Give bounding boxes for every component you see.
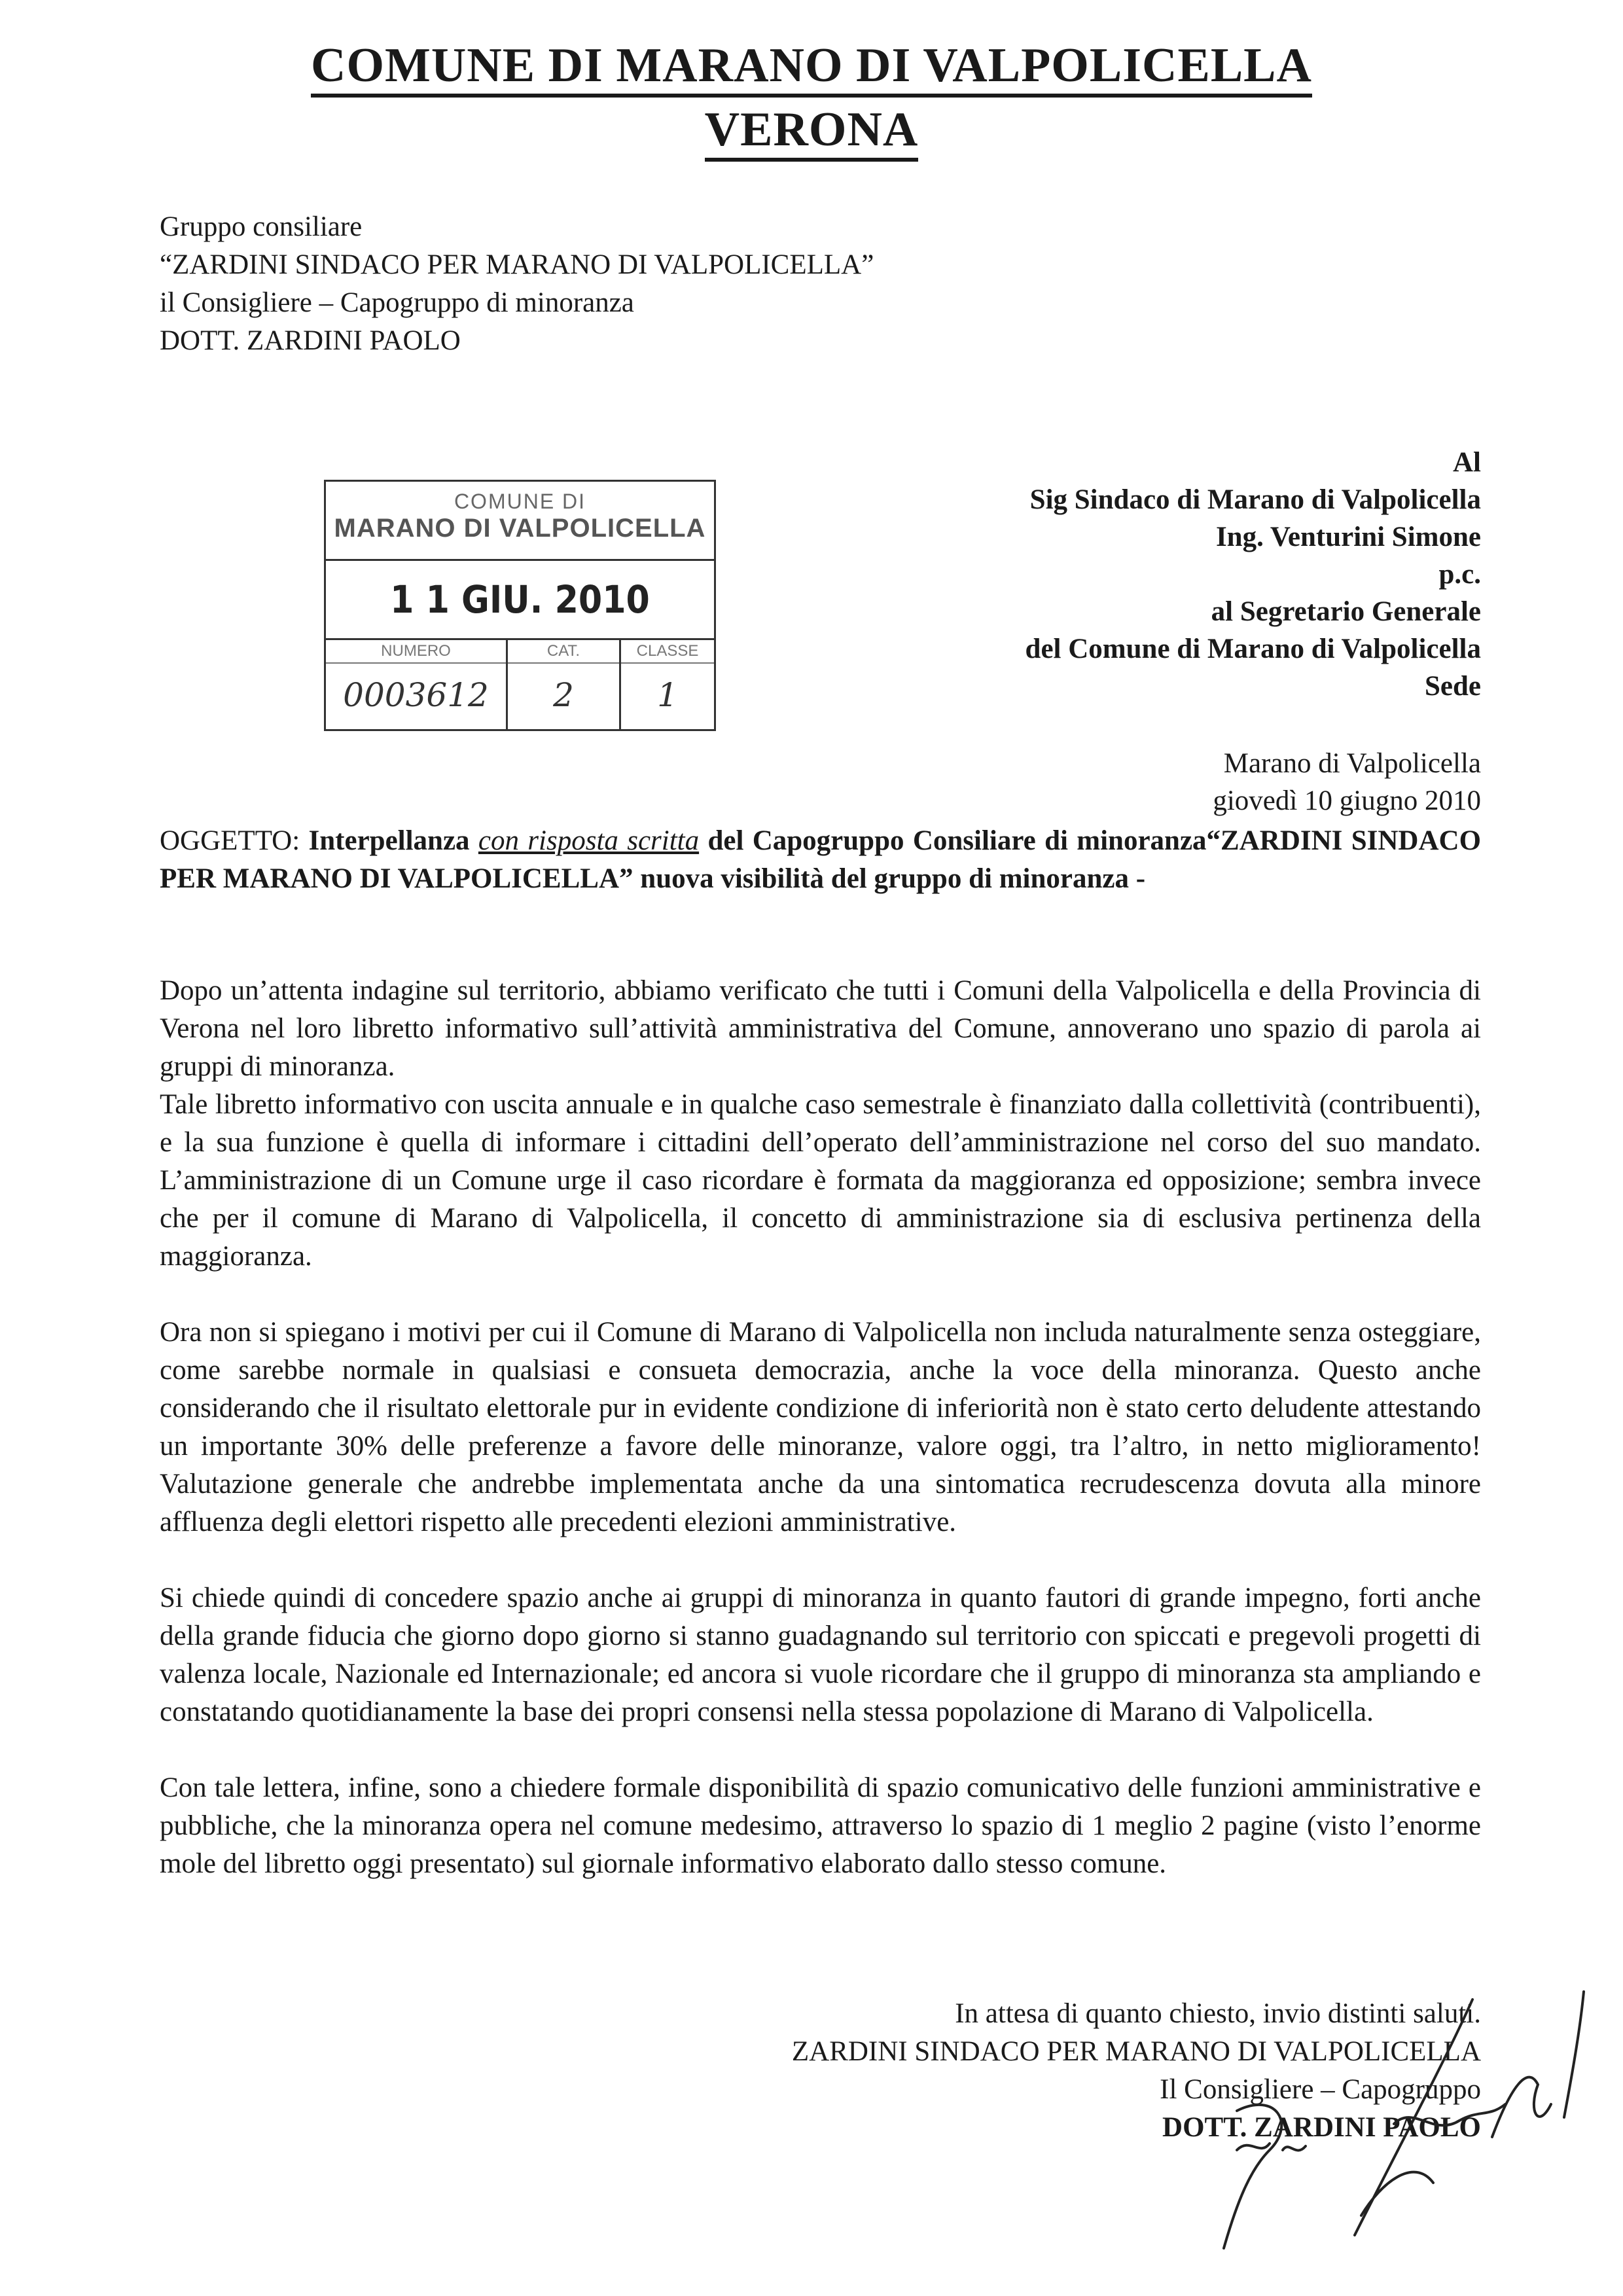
- stamp-value-cat: 2: [553, 676, 574, 714]
- letter-date: giovedì 10 giugno 2010: [1213, 785, 1481, 816]
- handwritten-signature: [1198, 1986, 1603, 2261]
- closing-role: Il Consigliere – Capogruppo: [1160, 2074, 1481, 2105]
- stamp-col-classe: [621, 640, 714, 730]
- body-paragraph: Si chiede quindi di concedere spazio anche ai gruppi di minoranza in quanto fautori di grande impegno, forti anche della grande fiducia che giorno dopo giorno si stanno guadagnando sul territorio con spiccati e pregevoli progetti di valenza locale, Nazionale ed Internazionale; ed ancora si vuole ricordare che il gruppo di minoranza sta ampliando e constatando quotidianamente la base dei propri consensi nella stessa popolazione di Marano di Valpolicella.: [160, 1583, 1481, 1727]
- stamp-line-1: COMUNE DI: [454, 490, 586, 513]
- subject-block: [160, 822, 1481, 898]
- stamp-label-cat: CAT.: [508, 640, 619, 664]
- stamp-col-cat: [508, 640, 621, 730]
- subject-underlined: con risposta scritta: [478, 825, 700, 856]
- subject-part-2: del Capogruppo Consiliare di minoranza“ZARDINI SINDACO PER MARANO DI VALPOLICELLA” nuova visibilità del gruppo di minoranza -: [160, 825, 1482, 894]
- stamp-date: 1 1 GIU. 2010: [326, 561, 714, 640]
- body-paragraph: Con tale lettera, infine, sono a chiedere formale disponibilità di spazio comunicativo delle funzioni amministrative e pubbliche, che la minoranza opera nel comune medesimo, attraverso lo spazio di 1 meglio 2 pagine (visto l’enorme mole del libretto oggi presentato) sul giornale informativo elaborato dallo stesso comune.: [160, 1772, 1481, 1879]
- sender-name: DOTT. ZARDINI PAOLO: [160, 325, 461, 356]
- recipient-line: al Segretario Generale: [1211, 596, 1481, 627]
- closing-greeting: In attesa di quanto chiesto, invio distinti saluti.: [955, 1998, 1481, 2029]
- header-subtitle: [0, 103, 1623, 156]
- place-date: [1213, 745, 1481, 819]
- sender-group-name: “ZARDINI SINDACO PER MARANO DI VALPOLICELLA”: [160, 249, 874, 280]
- stamp-col-numero: [326, 640, 508, 730]
- stamp-line-2: MARANO DI VALPOLICELLA: [334, 514, 706, 543]
- recipient-line: Ing. Venturini Simone: [1215, 522, 1481, 552]
- recipient-block: [1026, 444, 1481, 705]
- letter-body: [160, 972, 1481, 1921]
- subject-label: OGGETTO:: [160, 825, 300, 856]
- sender-block: [160, 208, 874, 360]
- stamp-header: [326, 482, 714, 561]
- subject-part-1: Interpellanza: [308, 825, 470, 856]
- recipient-line: del Comune di Marano di Valpolicella: [1025, 634, 1481, 664]
- stamp-label-numero: NUMERO: [326, 640, 506, 664]
- body-paragraph: Ora non si spiegano i motivi per cui il Comune di Marano di Valpolicella non includa naturalmente senza osteggiare, come sarebbe normale in qualsiasi e consueta democrazia, anche la voce della minoranza. Questo anche considerando che il risultato elettorale pur in evidente condizione di inferiorità non è stato certo deludente attestando un importante 30% delle preferenze a favore delle minoranze, valore oggi, tra l’altro, in netto miglioramento! Valutazione generale che andrebbe implementata anche da una sintomatica recrudescenza dovuta alla minore affluenza degli elettori rispetto alle precedenti elezioni amministrative.: [160, 1317, 1481, 1537]
- place: Marano di Valpolicella: [1223, 748, 1481, 779]
- header-title: [0, 39, 1623, 92]
- stamp-value-numero: 0003612: [343, 676, 489, 714]
- closing-name: DOTT. ZARDINI PAOLO: [1162, 2112, 1481, 2143]
- header-line-1: COMUNE DI MARANO DI VALPOLICELLA: [311, 39, 1312, 98]
- recipient-line: Sig Sindaco di Marano di Valpolicella: [1029, 484, 1481, 515]
- stamp-value-classe: 1: [657, 676, 678, 714]
- recipient-line: Sede: [1425, 671, 1481, 702]
- stamp-label-classe: CLASSE: [621, 640, 714, 664]
- protocol-stamp: [324, 480, 716, 731]
- header-line-2: VERONA: [705, 103, 919, 162]
- sender-group-label: Gruppo consiliare: [160, 211, 363, 242]
- sender-role: il Consigliere – Capogruppo di minoranza: [160, 287, 634, 318]
- recipient-line: Al: [1453, 447, 1481, 478]
- body-paragraph: Tale libretto informativo con uscita annuale e in qualche caso semestrale è finanziato dalla collettività (contribuenti), e la sua funzione è quella di informare i cittadini dell’operato dell’amministrazione nel corso del suo mandato. L’amministrazione di un Comune urge il caso ricordare è formata da maggioranza ed opposizione; sembra invece che per il comune di Marano di Valpolicella, il concetto di amministrazione sia di esclusiva pertinenza della maggioranza.: [160, 1089, 1481, 1272]
- body-paragraph: Dopo un’attenta indagine sul territorio, abbiamo verificato che tutti i Comuni della Valpolicella e della Provincia di Verona nel loro libretto informativo sull’attività amministrativa del Comune, annoverano uno spazio di parola ai gruppi di minoranza.: [160, 975, 1481, 1082]
- recipient-line: p.c.: [1438, 559, 1481, 590]
- stamp-columns: [326, 640, 714, 730]
- closing-group: ZARDINI SINDACO PER MARANO DI VALPOLICELLA: [791, 2036, 1481, 2067]
